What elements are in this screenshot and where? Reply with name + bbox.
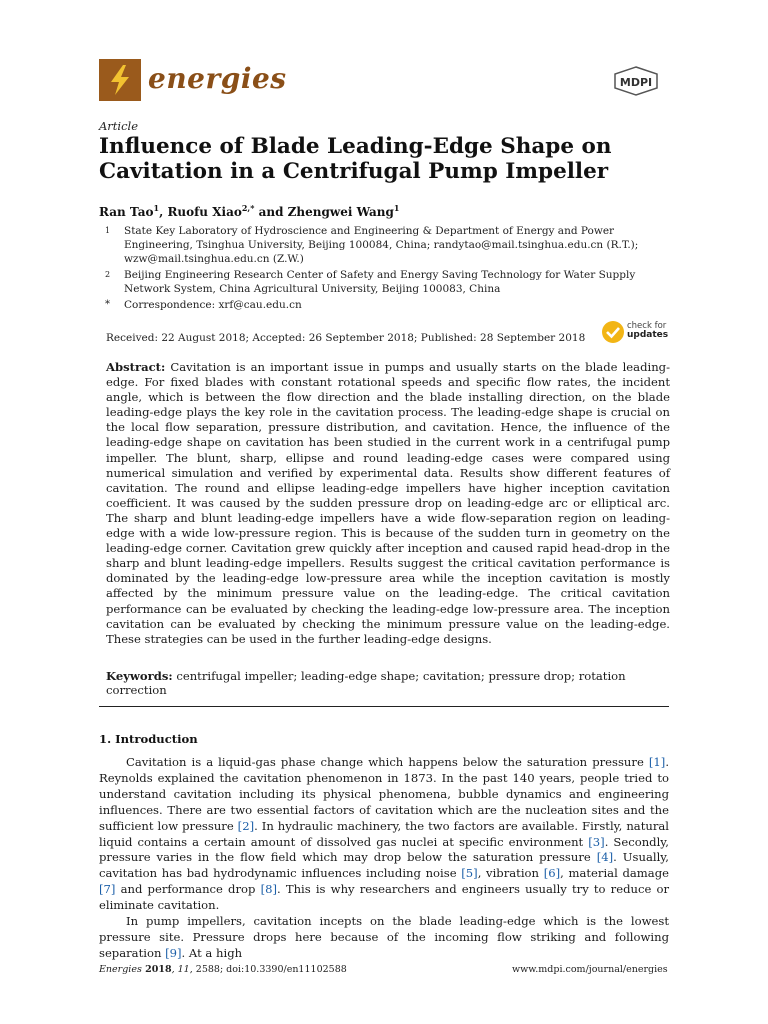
mdpi-logo [612, 66, 660, 96]
check-for-updates-badge[interactable] [601, 320, 671, 348]
paper-title: Influence of Blade Leading-Edge Shape on Cavitation in a Centrifugal Pump Impeller [99, 134, 612, 184]
author-affiliation-marker: 1 [153, 203, 160, 213]
paragraph-text: . In hydraulic machinery, the two factors are available. Firstly, natural liquid contains a certain amount of dissolved gas nuclei at specific environment [99, 818, 669, 849]
footer-volume: , 11 [171, 964, 190, 975]
correspondence: Correspondence: xrf@cau.edu.cn [124, 299, 302, 311]
section-divider [99, 706, 669, 707]
citation-link[interactable]: [6] [543, 866, 561, 881]
citation-link[interactable]: [4] [596, 850, 614, 865]
paragraph-text: . Usually, cavitation has bad hydrodynamic influences including noise [99, 850, 669, 881]
keywords-label: Keywords: [106, 669, 173, 683]
introduction-body [99, 755, 669, 962]
lightning-bolt-icon [99, 59, 141, 101]
author-affiliation-marker: 2,* [241, 203, 255, 213]
journal-logo [99, 59, 141, 101]
paragraph-text: Cavitation is a liquid-gas phase change which happens below the saturation pressure [126, 755, 649, 769]
affiliation-number: 2 [105, 270, 111, 279]
author-name: Ruofu Xiao [167, 205, 242, 219]
affiliation-text: Beijing Engineering Research Center of Safety and Energy Saving Technology for Water Supply Network System, China Agricultural University, Beijing 100083, China [124, 269, 636, 295]
paragraph-text: . Reynolds explained the cavitation phenomenon in 1873. In the past 140 years, people tried to understand cavitation including its physical phenomena, bubble dynamics and engineering influences. There are two essential factors of cavitation which are the nucleation sites and the sufficient low pressure [99, 755, 669, 833]
paragraph-text: . This is why researchers and engineers usually try to reduce or eliminate cavitation. [99, 882, 669, 913]
affiliations [0, 224, 768, 314]
citation-link[interactable]: [8] [260, 882, 277, 897]
citation-link[interactable]: [5] [461, 866, 478, 881]
abstract-text: Cavitation is an important issue in pumps and usually starts on the blade leading-edge. For fixed blades with constant rotational speeds and specific flow rates, the incident angle, which is between the flow direction and the blade installing direction, on the blade leading-edge plays the key role in the cavitation process. The leading-edge shape is crucial on the local flow separation, pressure distribution, and cavitation. Hence, the influence of the leading-edge shape on cavitation has been studied in the current work in a centrifugal pump impeller. The blunt, sharp, ellipse and round leading-edge cases were compared using numerical simulation and verified by experimental data. Results show different features of cavitation. The round and ellipse leading-edge impellers have higher inception cavitation coefficient. It was caused by the sudden pressure drop on leading-edge arc or elliptical arc. The sharp and blunt leading-edge impellers have a wide flow-separation region on leading-edge with a wide low-pressure region. This is because of the sudden turn in geometry on the leading-edge corner. Cavitation grew quickly after inception and caused rapid head-drop in the sharp and blunt leading-edge impellers. Results suggest the critical cavitation performance is dominated by the leading-edge low-pressure area while the inception cavitation is mostly affected by the minimum pressure value on the leading-edge. The critical cavitation performance can be evaluated by checking the leading-edge low-pressure area. The inception cavitation can be evaluated by checking the minimum pressure value on the leading-edge. These strategies can be used in the further leading-edge designs. [106, 360, 670, 646]
paragraph-text: . At a high [181, 945, 243, 960]
author-name: Zhengwei Wang [287, 205, 394, 219]
paragraph [99, 755, 669, 914]
section-heading: 1. Introduction [99, 732, 198, 746]
author-list: Ran Tao$^1$, Ruofu Xiao$^{2,*}$ and Zhengwei Wang$^1$ [99, 203, 400, 219]
check-updates-line1: check for [627, 321, 667, 331]
abstract-label: Abstract: [106, 360, 166, 374]
keywords [106, 669, 670, 697]
paragraph-text: . Secondly, pressure varies in the flow field which may drop below the saturation pressure [99, 834, 669, 865]
author-name: Ran Tao [99, 205, 154, 219]
publisher-name: MDPI [619, 76, 653, 89]
paragraph [99, 914, 669, 962]
citation-link[interactable]: [1] [648, 755, 666, 769]
affiliation-number: * [105, 299, 110, 310]
author-conjunction: and [254, 205, 288, 219]
footer-journal-url[interactable]: www.mdpi.com/journal/energies [512, 964, 668, 975]
affiliation-text: State Key Laboratory of Hydroscience and Engineering & Department of Energy and Power Engineering, Tsinghua University, Beijing 100084, China; randytao@mail.tsinghua.edu.cn (R.T.); wzw@mail.tsinghua.edu.cn (Z.W.) [124, 225, 639, 265]
paragraph-text: In pump impellers, cavitation incepts on the blade leading-edge which is the lowest pressure site. Pressure drops here because of the incoming flow striking and following separation [99, 914, 669, 960]
paragraph-text: and performance drop [115, 882, 261, 897]
check-updates-icon [601, 320, 625, 346]
footer-journal: Energies [99, 964, 142, 975]
footer-doi: , 2588; doi:10.3390/en11102588 [189, 964, 347, 975]
abstract [106, 360, 670, 647]
publication-dates: Received: 22 August 2018; Accepted: 26 September 2018; Published: 28 September 2018 [106, 332, 586, 344]
footer-year: 2018 [141, 964, 172, 975]
affiliation-number: 1 [105, 226, 111, 235]
journal-name: energies [148, 62, 287, 95]
check-updates-text [627, 322, 668, 340]
citation-link[interactable]: [9] [165, 945, 182, 960]
citation-link[interactable]: [3] [588, 834, 605, 849]
article-type: Article [99, 119, 139, 133]
footer-citation [99, 964, 347, 975]
author-affiliation-marker: 1 [393, 203, 400, 213]
check-updates-line2: updates [627, 330, 669, 340]
paragraph-text: , vibration [477, 866, 544, 881]
citation-link[interactable]: [7] [99, 882, 116, 897]
citation-link[interactable]: [2] [237, 818, 255, 833]
paragraph-text: , material damage [560, 866, 669, 881]
keywords-text: centrifugal impeller; leading-edge shape; cavitation; pressure drop; rotation correction [106, 669, 626, 697]
